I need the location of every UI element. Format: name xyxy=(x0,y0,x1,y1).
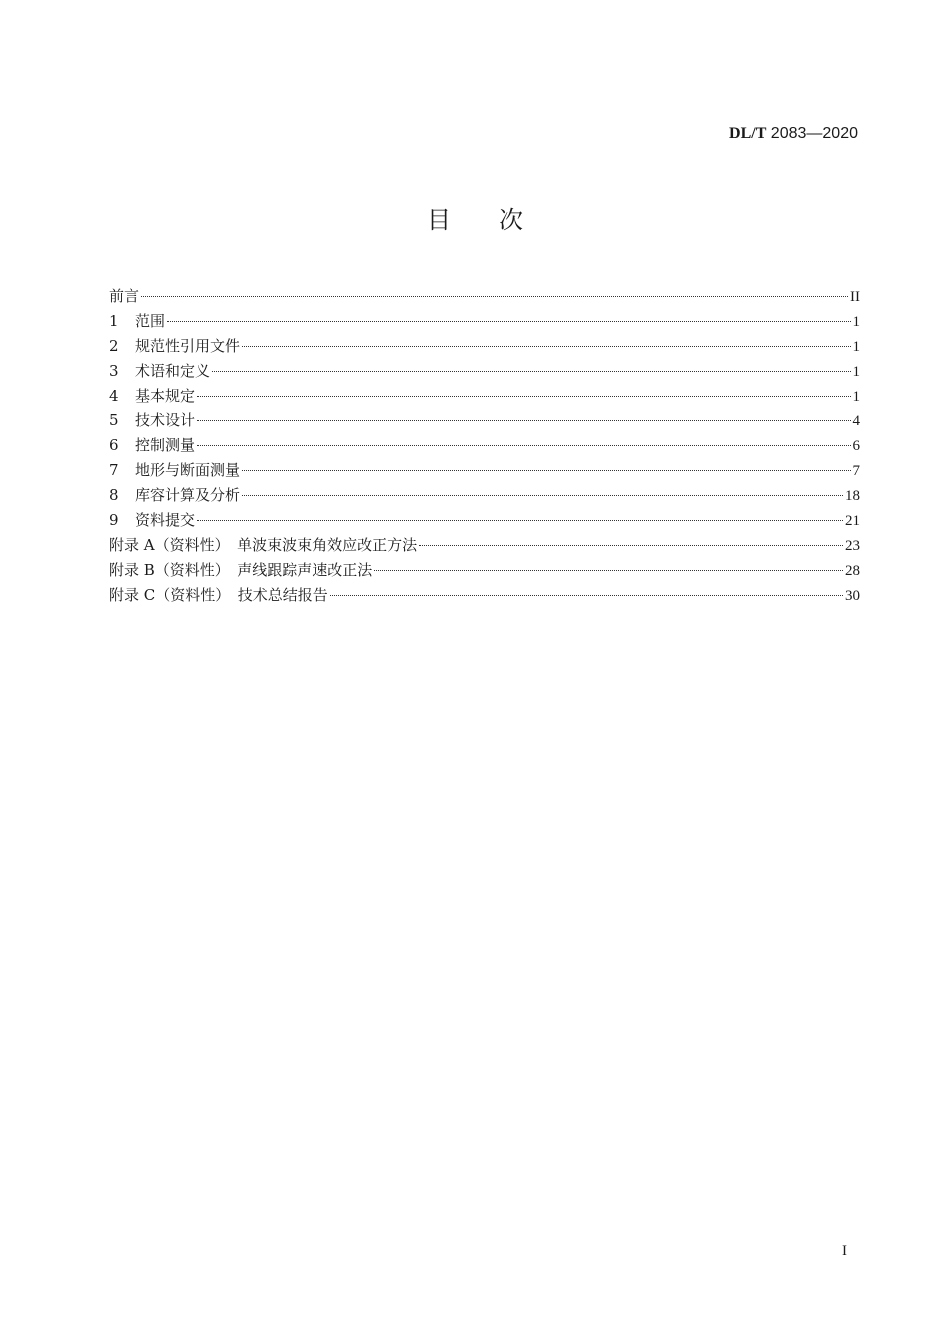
toc-entry-page: 6 xyxy=(852,438,860,455)
toc-title: 目次 xyxy=(427,206,571,234)
toc-entry-appendix-a[interactable] xyxy=(109,533,860,558)
toc-entry-text: 范围 xyxy=(135,311,166,330)
dot-leader xyxy=(242,346,850,347)
toc-entry-number: 1 xyxy=(109,311,119,330)
toc-entry-4[interactable] xyxy=(109,384,860,409)
dot-leader xyxy=(242,470,850,471)
toc-entry-text: 规范性引用文件 xyxy=(135,336,241,355)
toc-entry-number: 6 xyxy=(109,436,119,455)
toc-entry-2[interactable] xyxy=(109,334,860,359)
toc-entry-number: 8 xyxy=(109,486,119,505)
document-code-prefix: DL/T xyxy=(729,125,767,142)
toc-entry-page: 30 xyxy=(845,587,860,604)
toc-entry-3[interactable] xyxy=(109,359,860,384)
toc-entry-text: 资料提交 xyxy=(135,511,196,530)
dot-leader xyxy=(419,545,843,546)
dot-leader xyxy=(374,570,843,571)
toc-entry-number: 9 xyxy=(109,511,119,530)
toc-entry-page: 1 xyxy=(852,363,860,380)
toc-entry-7[interactable] xyxy=(109,458,860,483)
toc-entry-number: 3 xyxy=(109,361,119,380)
toc-entry-text: 附录 A（资料性） 单波束波束角效应改正方法 xyxy=(109,535,418,554)
toc-entry-page: 7 xyxy=(852,463,860,480)
document-code xyxy=(729,122,858,145)
toc-entry-page: 1 xyxy=(852,338,860,355)
toc-entry-text: 地形与断面测量 xyxy=(135,461,241,480)
table-of-contents xyxy=(109,284,860,608)
dot-leader xyxy=(197,420,850,421)
toc-entry-page: 18 xyxy=(845,488,860,505)
toc-entry-text: 控制测量 xyxy=(135,436,196,455)
page-number: I xyxy=(842,1243,847,1259)
toc-entry-number: 7 xyxy=(109,461,119,480)
dot-leader xyxy=(197,445,850,446)
toc-entry-page: 21 xyxy=(845,513,860,530)
toc-entry-text: 前言 xyxy=(109,287,140,305)
toc-entry-appendix-b[interactable] xyxy=(109,558,860,583)
toc-entry-number: 4 xyxy=(109,386,119,405)
dot-leader xyxy=(242,495,843,496)
dot-leader xyxy=(212,371,850,372)
dot-leader xyxy=(197,396,850,397)
dot-leader xyxy=(197,520,843,521)
toc-entry-text: 库容计算及分析 xyxy=(135,486,241,505)
toc-entry-number: 2 xyxy=(109,336,119,355)
toc-entry-1[interactable] xyxy=(109,309,860,334)
toc-entry-appendix-c[interactable] xyxy=(109,583,860,608)
toc-entry-9[interactable] xyxy=(109,508,860,533)
toc-entry-text: 技术设计 xyxy=(135,411,196,430)
toc-entry-text: 附录 C（资料性） 技术总结报告 xyxy=(109,585,328,604)
toc-entry-foreword[interactable] xyxy=(109,284,860,309)
dot-leader xyxy=(141,296,848,297)
toc-entry-page: 28 xyxy=(845,562,860,579)
toc-entry-8[interactable] xyxy=(109,483,860,508)
toc-entry-number: 5 xyxy=(109,411,119,430)
toc-entry-page: 1 xyxy=(852,313,860,330)
dot-leader xyxy=(330,595,843,596)
toc-entry-5[interactable] xyxy=(109,408,860,433)
document-code-number: 2083—2020 xyxy=(766,125,858,142)
toc-entry-page: 1 xyxy=(852,388,860,405)
toc-entry-6[interactable] xyxy=(109,433,860,458)
toc-entry-page: II xyxy=(850,289,860,305)
toc-entry-text: 基本规定 xyxy=(135,386,196,405)
toc-entry-page: 4 xyxy=(852,413,860,430)
toc-entry-page: 23 xyxy=(845,537,860,554)
dot-leader xyxy=(167,321,850,322)
toc-entry-text: 附录 B（资料性） 声线跟踪声速改正法 xyxy=(109,560,373,579)
toc-entry-text: 术语和定义 xyxy=(135,361,211,380)
